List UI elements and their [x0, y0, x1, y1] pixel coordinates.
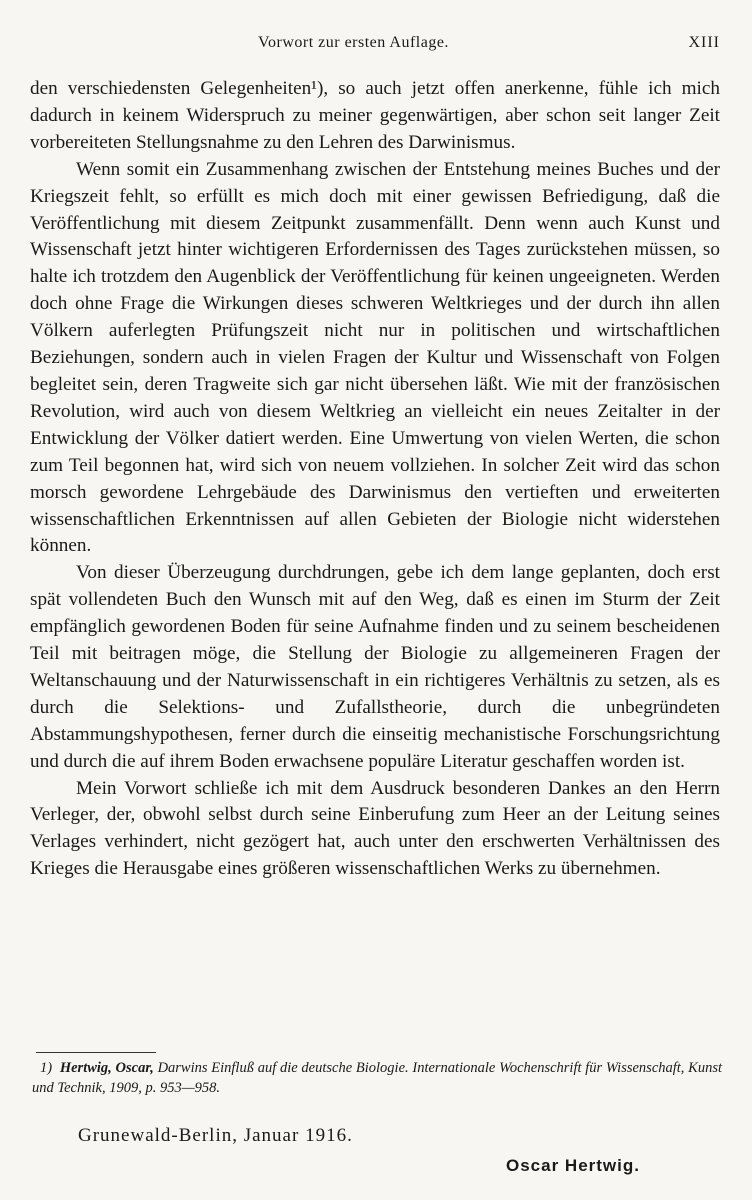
- paragraph-1: den verschiedensten Gelegenheiten¹), so auch jetzt offen anerkenne, fühle ich mich dadurch in keinem Widerspruch zu meiner gegenwärtigen, aber schon seit langer Zeit vorbereiteten Stellungsnahme zu den Lehren des Darwinismus.: [30, 78, 720, 153]
- paragraph-3: Von dieser Überzeugung durchdrungen, gebe ich dem lange geplanten, doch erst spät vollendeten Buch den Wunsch mit auf den Weg, daß es einen im Sturm der Zeit empfänglich gewordenen Boden für seine Aufnahme finden und zu seinem bescheidenen Teil mit beitragen möge, die Stellung der Biologie zu allgemeineren Fragen der Weltanschauung und der Naturwissenschaft in ein richtigeres Verhältnis zu setzen, als es durch die Selektions- und Zufallstheorie, durch die unbegründeten Abstammungshypothesen, ferner durch die einseitig mechanistische Forschungsrichtung und durch die auf ihrem Boden erwachsene populäre Literatur geschaffen worden ist.: [30, 562, 720, 772]
- paragraph-4: Mein Vorwort schließe ich mit dem Ausdruck besonderen Dankes an den Herrn Verleger, der, obwohl selbst durch seine Einberufung zum Heer an der Leitung seines Verlages verhindert, nicht gezögert hat, auch unter den erschwerten Verhältnissen des Krieges die Herausgabe eines größeren wissenschaftlichen Werks zu übernehmen.: [30, 777, 720, 880]
- body-text: [30, 76, 720, 883]
- footnote: [32, 1058, 722, 1098]
- place-date: Grunewald-Berlin, Januar 1916.: [78, 1125, 353, 1146]
- running-head-title: Vorwort zur ersten Auflage.: [258, 34, 449, 51]
- running-head: [0, 34, 752, 58]
- footnote-author: Hertwig, Oscar,: [59, 1060, 154, 1076]
- paragraph-2: Wenn somit ein Zusammenhang zwischen der Entstehung meines Buches und der Kriegszeit fehlt, so erfüllt es mich doch mit einer gewissen Befriedigung, daß die Veröffentlichung mit diesem Zeitpunkt zusammenfällt. Denn wenn auch Kunst und Wissenschaft jetzt hinter wichtigeren Erfordernissen des Tages zurückstehen müssen, so halte ich trotzdem den Augenblick der Veröffentlichung für keinen ungeeigneten. Werden doch ohne Frage die Wirkungen dieses schweren Weltkrieges und der durch ihn allen Völkern auferlegten Prüfungszeit nicht nur in politischen und wirtschaftlichen Beziehungen, sondern auch in vielen Fragen der Kultur und Wissenschaft von Folgen begleitet sein, deren Tragweite sich gar nicht übersehen läßt. Wie mit der französischen Revolution, wird auch von diesem Weltkrieg an vielleicht ein neues Zeitalter in der Entwicklung der Völker datiert werden. Eine Umwertung von vielen Werten, die schon zum Teil begonnen hat, wird sich von neuem vollziehen. In solcher Zeit wird das schon morsch gewordene Lehrgebäude des Darwinismus den vertieften und erweiterten wissenschaftlichen Erkenntnissen auf allen Gebieten der Biologie nicht widerstehen können.: [30, 158, 720, 557]
- signature: Oscar Hertwig.: [506, 1156, 640, 1175]
- page-number: XIII: [688, 34, 720, 51]
- footnote-rule: [36, 1052, 156, 1053]
- footnote-marker: 1): [40, 1060, 53, 1076]
- footnote-text: Darwins Einfluß auf die deutsche Biologie. Internationale Wochenschrift für Wissenschaft, Kunst und Technik, 1909, p. 953—958.: [32, 1060, 723, 1096]
